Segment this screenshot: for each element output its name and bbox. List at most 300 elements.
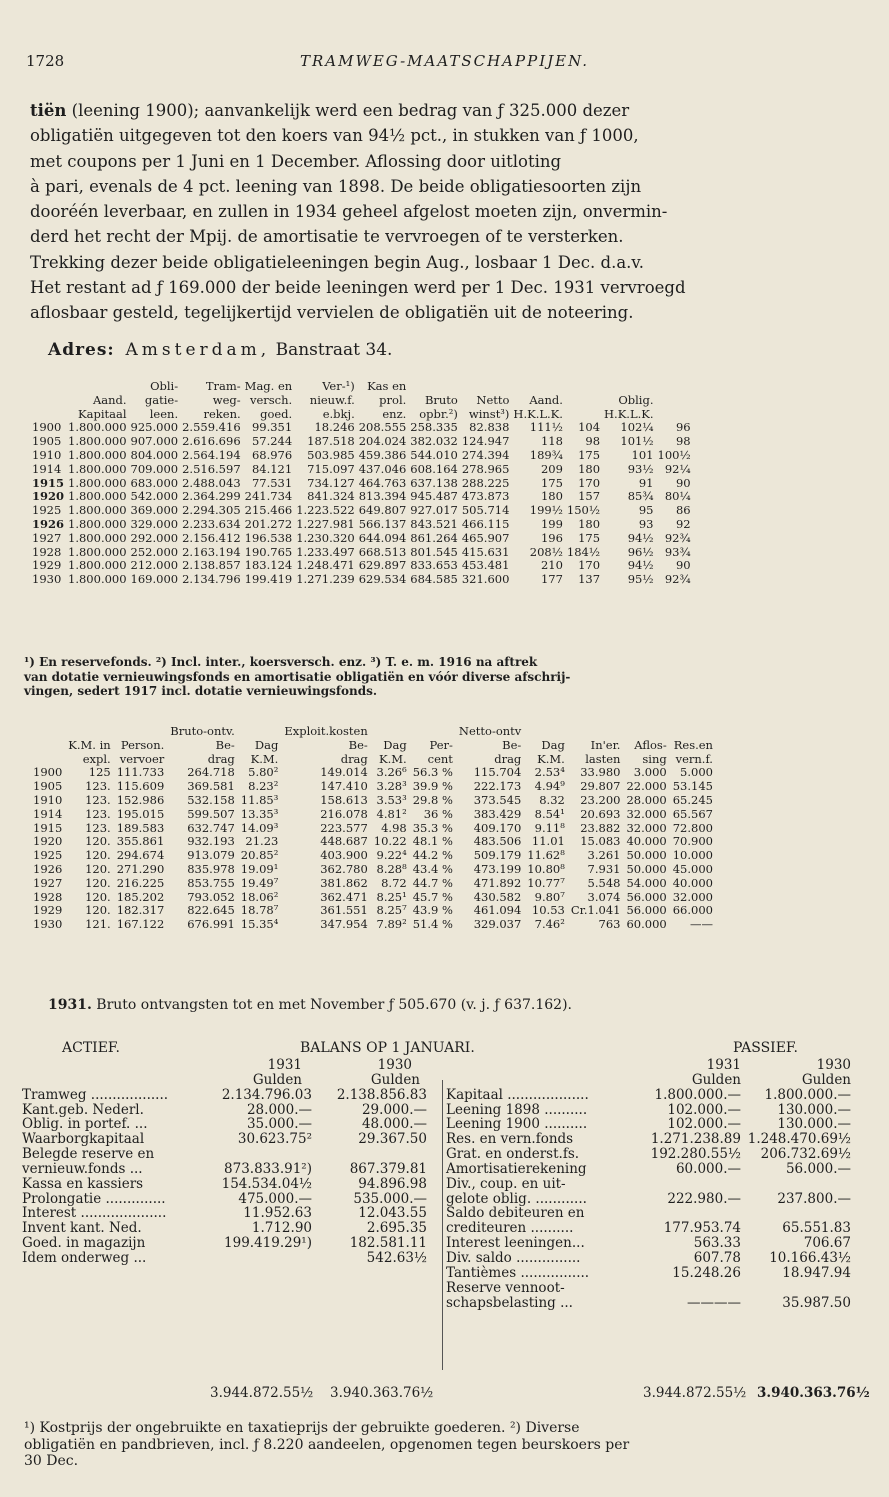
table2-cell: 294.674	[116, 848, 165, 863]
table2-cell: 18.06²	[240, 889, 279, 904]
table1-header-row	[30, 408, 693, 422]
table2-cell: 532.158	[187, 792, 235, 807]
table1-cell: 1.800.000	[68, 461, 127, 476]
table2-cell: 15.083	[580, 834, 621, 849]
table1-cell: 98	[585, 434, 601, 449]
actief-row	[22, 1117, 437, 1132]
table1-cell: 801.545	[410, 544, 458, 559]
passief-value-1931: 222.980.—	[667, 1190, 741, 1207]
table1-row	[30, 532, 693, 546]
passief-value-1931: 563.33	[693, 1235, 741, 1252]
table1-cell: 437.046	[358, 461, 407, 476]
table2-cell: 2.53⁴	[534, 765, 565, 780]
table1-header-cell: e.bkj.	[322, 406, 355, 421]
table1-cell: 93½	[627, 461, 654, 476]
table1-cell: 684.585	[410, 572, 458, 587]
table1-cell: 196	[540, 530, 563, 545]
table1-cell: 92¾	[664, 572, 691, 587]
table2-cell: 9.22⁴	[376, 848, 407, 863]
financial-table-2	[30, 725, 716, 932]
table1-cell: 84.121	[251, 461, 293, 476]
table2-cell: 1915	[33, 820, 63, 835]
table1-cell: 464.763	[358, 475, 407, 490]
table1-header-cell: Aand.	[529, 392, 563, 407]
table1-header-cell: leen.	[149, 406, 179, 421]
table1-cell: 93	[638, 516, 654, 531]
table1-cell: 843.521	[410, 516, 458, 531]
table1-cell: 2.364.299	[182, 489, 241, 504]
table1-cell: 94½	[627, 558, 654, 573]
table2-cell: 10.80⁸	[527, 861, 565, 876]
table2-header-cell: Be-	[215, 737, 235, 752]
passief-row	[446, 1206, 861, 1221]
year-1931-note	[48, 997, 572, 1013]
passief-label: Saldo debiteuren en	[446, 1205, 585, 1222]
paragraph-line	[30, 123, 866, 148]
table2-cell: 182.317	[116, 903, 165, 918]
table2-cell: 1925	[33, 848, 63, 863]
table2-header-cell	[623, 725, 669, 739]
table1-row	[30, 559, 693, 573]
table1-cell: 1.800.000	[68, 489, 127, 504]
table2-header-cell: Dag	[254, 737, 279, 752]
table1-cell: 274.394	[461, 447, 510, 462]
paragraph-lead: tiën	[30, 101, 67, 120]
passief-row	[446, 1251, 861, 1266]
table1-header-cell: Ver-¹)	[322, 379, 355, 393]
table2-cell: 120.	[85, 848, 111, 863]
passief-value-1931: 60.000.—	[675, 1160, 741, 1177]
table1-cell: 2.559.416	[182, 420, 241, 435]
paragraph-text: Het restant ad ƒ 169.000 der beide leeningen werd per 1 Dec. 1931 vervroegd	[30, 278, 686, 298]
table1-cell: 100½	[657, 447, 691, 462]
actief-label: Tramweg ..................	[22, 1086, 169, 1103]
table1-cell: 453.481	[461, 558, 510, 573]
table1-header-cell: Tram-	[205, 379, 241, 393]
table2-cell: 216.078	[320, 806, 368, 821]
table2-cell: 60.000	[626, 917, 667, 932]
table1-cell: 927.017	[410, 503, 458, 518]
table2-cell: 599.507	[187, 806, 235, 821]
passief-value-1930: 56.000.—	[785, 1160, 851, 1177]
actief-label: Kant.geb. Nederl.	[22, 1101, 144, 1118]
table2-cell: 70.900	[672, 834, 713, 849]
passief-unit-1930: Gulden	[801, 1071, 851, 1088]
actief-value-1930: 182.581.11	[349, 1235, 427, 1252]
table2-row	[30, 904, 716, 918]
paragraph-line	[30, 224, 866, 249]
table1-cell: 96	[675, 420, 691, 435]
body-paragraph	[30, 98, 866, 326]
table2-header-cell: cent	[427, 751, 453, 766]
table1-cell: 18.246	[314, 420, 355, 435]
table1-cell: 215.466	[244, 503, 293, 518]
table2-row	[30, 891, 716, 905]
passief-label: gelote oblig. ............	[446, 1190, 587, 1207]
table1-cell: 2.163.194	[182, 544, 241, 559]
balance-divider	[442, 1080, 443, 1370]
table2-cell: 822.645	[187, 903, 235, 918]
table2-cell: 10.22	[373, 834, 407, 849]
table2-cell: 123.	[85, 779, 111, 794]
passief-row	[446, 1177, 861, 1192]
table2-header-cell: Netto-ontv	[458, 724, 522, 738]
table1-cell: 170	[578, 475, 601, 490]
table1-cell: 101½	[620, 434, 654, 449]
paragraph-line	[30, 250, 866, 275]
table2-cell: 216.225	[116, 875, 165, 890]
table2-header-cell: K.M.	[250, 751, 279, 766]
table2-cell: 51.4 %	[412, 917, 453, 932]
table1-header-row	[30, 394, 693, 408]
table2-cell: 185.202	[116, 889, 165, 904]
table1-cell: 1928	[32, 544, 62, 559]
table2-cell: 5.80²	[248, 765, 279, 780]
passief-value-1930: 237.800.—	[777, 1190, 851, 1207]
actief-value-1930: 867.379.81	[349, 1160, 427, 1177]
table2-header-cell: K.M.	[537, 751, 565, 766]
table1-header-cell	[408, 380, 460, 394]
table1-cell: 278.965	[461, 461, 510, 476]
table1-cell: 1.800.000	[68, 516, 127, 531]
table2-cell: 125	[88, 765, 111, 780]
table1-cell: 199	[540, 516, 563, 531]
year-1931-text: Bruto ontvangsten tot en met November ƒ 505.670 (v. j. ƒ 637.162).	[96, 997, 572, 1013]
table2-row	[30, 877, 716, 891]
table2-cell: 1900	[33, 765, 63, 780]
note-line: van dotatie vernieuwingsfonds en amortisatie obligatiën en vóór diverse afschrij-	[24, 669, 571, 684]
table1-cell: 150½	[566, 503, 601, 518]
actief-value-1930: 29.000.—	[361, 1101, 427, 1118]
table1-cell: 1.233.497	[296, 544, 355, 559]
table1-cell: 1910	[32, 447, 62, 462]
table2-cell: 3.26⁶	[376, 765, 407, 780]
passief-label: schapsbelasting ...	[446, 1294, 573, 1311]
table1-cell: 629.897	[358, 558, 407, 573]
table2-header-cell	[65, 725, 113, 739]
table2-cell: 120.	[85, 834, 111, 849]
table2-header-cell: vern.f.	[675, 751, 713, 766]
table2-cell: 8.23²	[248, 779, 279, 794]
table2-cell: 355.861	[116, 834, 165, 849]
actief-row	[22, 1088, 437, 1103]
table2-cell: 44.2 %	[412, 848, 453, 863]
table1-cell: 1929	[32, 558, 62, 573]
table1-header-cell: gatie-	[144, 392, 179, 407]
actief-year-1931: 1931	[267, 1057, 302, 1073]
table2-cell: 8.25¹	[376, 889, 407, 904]
table2-header-cell	[30, 739, 65, 753]
table1-cell: 503.985	[307, 447, 355, 462]
table2-cell: 10.000	[672, 848, 713, 863]
address-label: Adres:	[48, 340, 115, 360]
table2-cell: 14.09³	[240, 820, 279, 835]
table1-header-cell: Oblig.	[618, 392, 654, 407]
table2-header-cell: Dag	[541, 737, 565, 752]
table2-cell: 223.577	[320, 820, 368, 835]
table2-cell: 45.000	[672, 861, 713, 876]
passief-label: Tantièmes ................	[446, 1264, 590, 1281]
actief-row	[22, 1103, 437, 1118]
table1-cell: 118	[540, 434, 563, 449]
actief-value-1931: 2.134.796.03	[221, 1086, 312, 1103]
passief-row	[446, 1103, 861, 1118]
table1-cell: 2.488.043	[182, 475, 241, 490]
table2-cell: 7.89²	[376, 917, 407, 932]
table1-header-cell: goed.	[260, 406, 293, 421]
table2-row	[30, 794, 716, 808]
table2-cell: 362.780	[320, 861, 368, 876]
table1-header-cell	[565, 408, 602, 422]
passief-value-1930: 130.000.—	[777, 1101, 851, 1118]
table1-cell: 157	[578, 489, 601, 504]
table2-header-cell: expl.	[82, 751, 111, 766]
table1-cell: 1.800.000	[68, 434, 127, 449]
actief-value-1930: 12.043.55	[358, 1205, 427, 1222]
actief-value-1931: 475.000.—	[238, 1190, 312, 1207]
table2-cell: 40.000	[672, 875, 713, 890]
table2-cell: 329.037	[473, 917, 522, 932]
table1-cell: 90	[675, 475, 691, 490]
table2-cell: 1930	[33, 917, 63, 932]
table2-header-cell: Res.en	[673, 737, 713, 752]
table2-header-cell: Bruto-ontv.	[170, 724, 235, 738]
paragraph-line	[30, 98, 866, 123]
table2-row	[30, 808, 716, 822]
table1-cell: 861.264	[410, 530, 458, 545]
table1-cell: 382.032	[410, 434, 458, 449]
table1-cell: 92¾	[664, 530, 691, 545]
table2-header-cell: Exploit.kosten	[284, 724, 368, 738]
table2-cell: 19.49⁷	[240, 875, 279, 890]
table1-cell: 2.233.634	[182, 516, 241, 531]
table1-cell: 668.513	[358, 544, 407, 559]
table2-cell: 32.000	[672, 889, 713, 904]
table2-cell: 48.1 %	[412, 834, 453, 849]
table2-cell: 65.567	[672, 806, 713, 821]
paragraph-line	[30, 149, 866, 174]
table2-cell: 7.46²	[534, 917, 565, 932]
page-number: 1728	[26, 52, 65, 70]
table2-header-cell	[114, 725, 168, 739]
table2-header-cell: lasten	[585, 751, 621, 766]
paragraph-line	[30, 199, 866, 224]
table2-cell: 18.78⁷	[240, 903, 279, 918]
table1-cell: 566.137	[358, 516, 407, 531]
table1-cell: 841.324	[307, 489, 355, 504]
table2-cell: 763	[598, 917, 621, 932]
table2-cell: 1910	[33, 792, 63, 807]
table1-row	[30, 546, 693, 560]
table2-cell: 471.892	[473, 875, 522, 890]
table1-cell: 813.394	[358, 489, 407, 504]
actief-value-1930: 48.000.—	[361, 1116, 427, 1133]
table2-cell: 115.609	[116, 779, 165, 794]
table1-cell: 1.800.000	[68, 558, 127, 573]
table1-cell: 925.000	[130, 420, 179, 435]
table2-cell: 147.410	[320, 779, 368, 794]
table1-cell: 415.631	[461, 544, 510, 559]
table2-cell: 65.245	[672, 792, 713, 807]
table1-cell: 459.386	[358, 447, 407, 462]
passief-value-1931: 607.78	[693, 1249, 741, 1266]
table2-cell: 123.	[85, 792, 111, 807]
table1-cell: 210	[540, 558, 563, 573]
passief-value-1930: 706.67	[803, 1235, 851, 1252]
actief-value-1931: 11.952.63	[243, 1205, 312, 1222]
table1-header-cell: nieuw.f.	[309, 392, 355, 407]
actief-column	[22, 1058, 437, 1266]
table1-cell: 288.225	[461, 475, 510, 490]
table1-cell: 709.000	[130, 461, 179, 476]
table2-cell: 120.	[85, 861, 111, 876]
table2-cell: 381.862	[320, 875, 368, 890]
passief-value-1930: 1.248.470.69½	[747, 1131, 851, 1148]
table1-cell: 505.714	[461, 503, 510, 518]
table1-cell: 180	[578, 516, 601, 531]
table2-cell: 8.28⁸	[376, 861, 407, 876]
table2-cell: 40.000	[626, 834, 667, 849]
table1-cell: 77.531	[251, 475, 293, 490]
table1-cell: 96½	[627, 544, 654, 559]
table2-cell: 167.122	[116, 917, 165, 932]
table2-header-cell: Per-	[429, 737, 453, 752]
table1-cell: 199½	[529, 503, 563, 518]
table1-cell: 473.873	[461, 489, 510, 504]
table1-cell: 734.127	[307, 475, 355, 490]
actief-label: Kassa en kassiers	[22, 1175, 144, 1192]
table2-cell: 835.978	[187, 861, 235, 876]
table1-header-cell: versch.	[249, 392, 293, 407]
actief-value-1931: 199.419.29¹)	[224, 1235, 312, 1252]
table1-cell: 180	[578, 461, 601, 476]
table2-cell: 632.747	[187, 820, 235, 835]
table1-cell: 95	[638, 503, 654, 518]
table2-cell: 430.582	[473, 889, 522, 904]
table1-cell: 1.800.000	[68, 530, 127, 545]
table2-cell: 1914	[33, 806, 63, 821]
actief-value-1930: 542.63½	[366, 1249, 427, 1266]
table1-header-cell	[460, 380, 512, 394]
passief-row	[446, 1221, 861, 1236]
table2-cell: 120.	[85, 889, 111, 904]
table1-cell: 98	[675, 434, 691, 449]
table1-cell: 85¾	[627, 489, 654, 504]
table2-cell: 347.954	[320, 917, 368, 932]
table1-cell: 608.164	[410, 461, 458, 476]
table1-header-cell: Obli-	[150, 379, 179, 393]
table1-cell: 1914	[32, 461, 62, 476]
table1-cell: 175	[578, 447, 601, 462]
table1-cell: 80¼	[664, 489, 691, 504]
table2-header-cell: Aflos-	[634, 737, 667, 752]
table2-cell: 1920	[33, 834, 63, 849]
table1-cell: 189¾	[529, 447, 563, 462]
table1-cell: 1.227.981	[296, 516, 355, 531]
table1-header-cell: winst³)	[468, 406, 510, 421]
table1-cell: 1.800.000	[68, 544, 127, 559]
table2-cell: 66.000	[672, 903, 713, 918]
table2-cell: 853.755	[187, 875, 235, 890]
table2-cell: 189.583	[116, 820, 165, 835]
actief-total-1930: 3.940.363.76½	[330, 1385, 434, 1401]
passief-label: Div. saldo ...............	[446, 1249, 581, 1266]
table2-cell: 473.199	[473, 861, 522, 876]
table2-cell: 54.000	[626, 875, 667, 890]
table1-row	[30, 504, 693, 518]
passief-value-1931: 15.248.26	[672, 1264, 741, 1281]
table1-cell: 102¼	[620, 420, 654, 435]
table2-row	[30, 835, 716, 849]
table1-cell: 2.294.305	[182, 503, 241, 518]
actief-row	[22, 1147, 437, 1162]
table2-cell: 373.545	[473, 792, 522, 807]
table1-cell: 57.244	[251, 434, 293, 449]
footnote-line: obligatiën en pandbrieven, incl. ƒ 8.220 aandeelen, opgenomen tegen beurskoers per	[24, 1436, 630, 1453]
table1-cell: 1.800.000	[68, 475, 127, 490]
table2-cell: 10.77⁷	[527, 875, 565, 890]
table2-header-cell	[371, 725, 410, 739]
table1-cell: 1.223.522	[296, 503, 355, 518]
passief-label: Res. en vern.fonds	[446, 1131, 574, 1148]
table2-cell: 53.145	[672, 779, 713, 794]
passief-row	[446, 1147, 861, 1162]
table1-cell: 175	[540, 475, 563, 490]
table2-cell: 3.000	[633, 765, 667, 780]
address-street: Banstraat 34.	[275, 340, 393, 360]
paragraph-line	[30, 300, 866, 325]
table1-cell: 101	[631, 447, 654, 462]
table2-cell: 123.	[85, 820, 111, 835]
table2-cell: 271.290	[116, 861, 165, 876]
table1-cell: 1915	[32, 475, 65, 490]
table2-cell: 4.81²	[376, 806, 407, 821]
table1-header-cell: Bruto	[424, 392, 458, 407]
table2-header-cell: drag	[340, 751, 368, 766]
table2-header-cell: K.M.	[379, 751, 407, 766]
table1-cell: 369.000	[130, 503, 179, 518]
table1-cell: 907.000	[130, 434, 179, 449]
table2-cell: 10.53	[531, 903, 565, 918]
table1-cell: 86	[675, 503, 691, 518]
table1-cell: 208.555	[358, 420, 407, 435]
table1-cell: 2.616.696	[182, 434, 241, 449]
table2-cell: 50.000	[626, 848, 667, 863]
address	[48, 340, 392, 360]
actief-year-1930: 1930	[377, 1057, 412, 1073]
table2-cell: 56.3 %	[412, 765, 453, 780]
table1-cell: 465.907	[461, 530, 510, 545]
table2-cell: 222.173	[473, 779, 522, 794]
table1-cell: 201.272	[244, 516, 293, 531]
table2-cell: Cr.1.041	[570, 903, 621, 918]
table1-cell: 111½	[529, 420, 563, 435]
passief-unit-1931: Gulden	[691, 1071, 741, 1088]
table1-cell: 715.097	[307, 461, 355, 476]
table1-cell: 82.838	[469, 420, 510, 435]
passief-value-1931: 192.280.55½	[650, 1146, 741, 1163]
table2-cell: 43.4 %	[412, 861, 453, 876]
passief-label: Kapitaal ...................	[446, 1086, 589, 1103]
table2-cell: 5.548	[587, 875, 621, 890]
table1-header-cell: Kas en	[367, 379, 407, 393]
actief-value-1930: 94.896.98	[358, 1175, 427, 1192]
table1-cell: 124.947	[461, 434, 510, 449]
actief-value-1931: 1.712.90	[251, 1220, 312, 1237]
passief-value-1930: 65.551.83	[782, 1220, 851, 1237]
table2-cell: 39.9 %	[412, 779, 453, 794]
passief-value-1931: 102.000.—	[667, 1116, 741, 1133]
